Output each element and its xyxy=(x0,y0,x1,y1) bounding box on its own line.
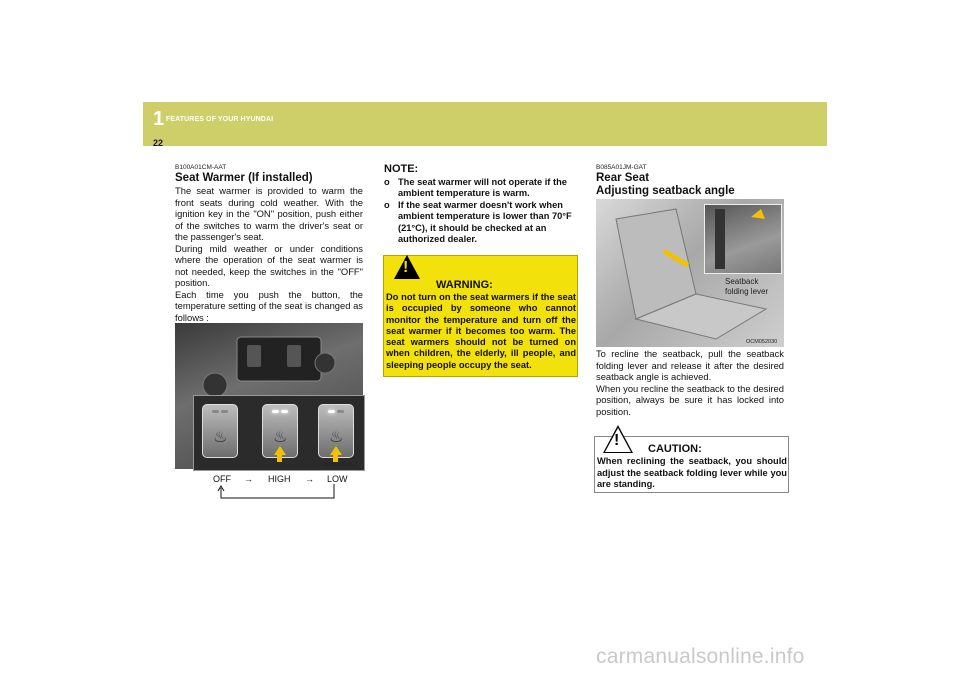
warning-title: WARNING: xyxy=(436,279,493,291)
cycle-low: LOW xyxy=(327,474,348,484)
indicator-light xyxy=(272,410,279,413)
seat-warmer-figure-code: OCM052145-1 xyxy=(322,462,359,468)
rear-seat-code: B085A01JM-GAT xyxy=(596,164,647,171)
push-arrow-stem xyxy=(333,455,338,462)
push-arrow-icon xyxy=(330,446,342,455)
seatback-lever-label: Seatback folding lever xyxy=(725,277,769,296)
chapter-number: 1 xyxy=(153,108,165,130)
caution-title: CAUTION: xyxy=(648,443,702,455)
note-item: o If the seat warmer doesn't work when ambient temperature is lower than 70°F (21°C), it should be checked at an authorized dealer. xyxy=(384,199,572,245)
seat-warmer-body xyxy=(175,185,363,323)
console-knob xyxy=(315,353,335,373)
cycle-arrow: → xyxy=(244,474,253,484)
caution-exclamation: ! xyxy=(614,432,620,449)
indicator-light xyxy=(221,410,228,413)
warning-exclamation: ! xyxy=(403,259,409,276)
lever-body xyxy=(715,209,725,269)
console-switch xyxy=(287,345,301,367)
seat-warmer-title: Seat Warmer (If installed) xyxy=(175,172,313,184)
seat-warmer-paragraph: The seat warmer is provided to warm the front seats during cold weather. With the ignition key in the "ON" position, push either of the switches to warm the driver's seat or the passenger's seat. xyxy=(175,185,363,242)
push-arrow-stem xyxy=(277,455,282,462)
indicator-light xyxy=(212,410,219,413)
indicator-light xyxy=(337,410,344,413)
note-item: o The seat warmer will not operate if the ambient temperature is warm. xyxy=(384,177,567,199)
note-list xyxy=(384,177,576,245)
rear-seat-title: Rear Seat xyxy=(596,172,650,184)
push-arrow-icon xyxy=(274,446,286,455)
cycle-return-line xyxy=(216,484,340,502)
cycle-high: HIGH xyxy=(268,474,291,484)
rear-seat-body xyxy=(596,348,784,417)
chapter-header-band xyxy=(143,102,827,146)
indicator-light xyxy=(328,410,335,413)
cycle-arrow: → xyxy=(305,474,314,484)
chapter-title: FEATURES OF YOUR HYUNDAI xyxy=(166,116,274,123)
seat-warmer-paragraph: During mild weather or under conditions where the operation of the seat warmer is not needed, keep the switches in the "OFF" position. xyxy=(175,242,363,288)
console-knob xyxy=(203,373,227,397)
indicator-light xyxy=(281,410,288,413)
page-number: 22 xyxy=(153,138,164,148)
seat-heat-icon: ♨ xyxy=(213,429,228,446)
rear-seat-figure-code: OCM052030 xyxy=(746,339,778,345)
lever-illustration xyxy=(705,205,781,273)
caution-text: When reclining the seatback, you should adjust the seatback folding lever while you are standing. xyxy=(597,456,787,489)
warning-text: Do not turn on the seat warmers if the seat is occupied by someone who cannot monitor the temperature and turn off the seat warmer if it becomes too warm. The seat warmers should not be turned on when children, the elderly, ill people, and sleeping people occupy the seat. xyxy=(386,292,576,370)
cycle-off: OFF xyxy=(213,474,231,484)
lever-inset-photo xyxy=(704,204,782,274)
note-heading: NOTE: xyxy=(384,163,419,175)
console-switch xyxy=(247,345,261,367)
seat-warmer-button-off xyxy=(202,404,238,458)
rear-seat-paragraph: When you recline the seatback to the desired position, always be sure it has locked into position. xyxy=(596,382,784,417)
lever-arrow-icon xyxy=(751,209,765,219)
watermark: carmanualsonline.info xyxy=(596,645,805,668)
seat-warmer-paragraph: Each time you push the button, the temperature setting of the seat is changed as follows : xyxy=(175,288,363,323)
seat-heat-icon: ♨ xyxy=(273,429,288,446)
seat-warmer-code: B100A01CM-AAT xyxy=(175,164,227,171)
rear-seat-subtitle: Adjusting seatback angle xyxy=(596,185,735,197)
rear-seat-paragraph: To recline the seatback, pull the seatback folding lever and release it after the desired seatback angle is achieved. xyxy=(596,348,784,382)
seat-heat-icon: ♨ xyxy=(329,429,344,446)
